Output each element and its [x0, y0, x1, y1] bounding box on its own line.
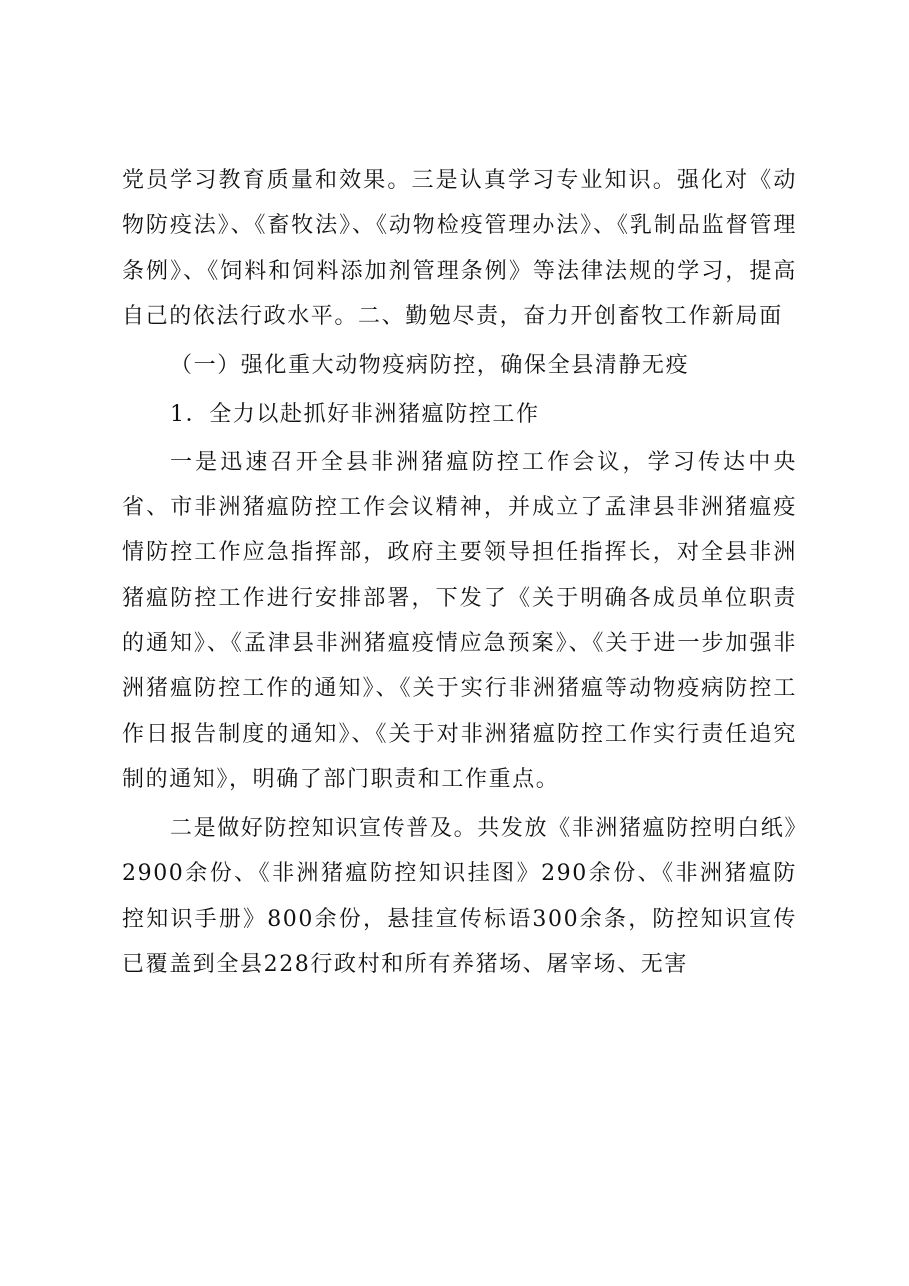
paragraph-continuation: 党员学习教育质量和效果。三是认真学习专业知识。强化对《动物防疫法》、《畜牧法》、《动物检疫管理办法》、《乳制品监督管理条例》、《饲料和饲料添加剂管理条例》等法律法规的学习，提高自己的依法行政水平。二、勤勉尽责，奋力开创畜牧工作新局面: [122, 168, 797, 329]
section-heading: （一）强化重大动物疫病防控，确保全县清静无疫: [170, 353, 690, 379]
body-paragraph: 一是迅速召开全县非洲猪瘟防控工作会议，学习传达中央省、市非洲猪瘟防控工作会议精神，并成立了孟津县非洲猪瘟疫情防控工作应急指挥部，政府主要领导担任指挥长，对全县非洲猪瘟防控工作进行安排部署，下发了《关于明确各成员单位职责的通知》、《孟津县非洲猪瘟疫情应急预案》、《关于进一步加强非洲猪瘟防控工作的通知》、《关于实行非洲猪瘟等动物疫病防控工作日报告制度的通知》、《关于对非洲猪瘟防控工作实行责任追究制的通知》，明确了部门职责和工作重点。: [122, 449, 797, 792]
document-page: [122, 158, 797, 987]
subsection-heading: 1．全力以赴抓好非洲猪瘟防控工作: [170, 402, 540, 428]
body-paragraph: 二是做好防控知识宣传普及。共发放《非洲猪瘟防控明白纸》2900余份、《非洲猪瘟防控知识挂图》290余份、《非洲猪瘟防控知识手册》800余份，悬挂宣传标语300余条，防控知识宣传已覆盖到全县228行政村和所有养猪场、屠宰场、无害: [122, 816, 797, 978]
